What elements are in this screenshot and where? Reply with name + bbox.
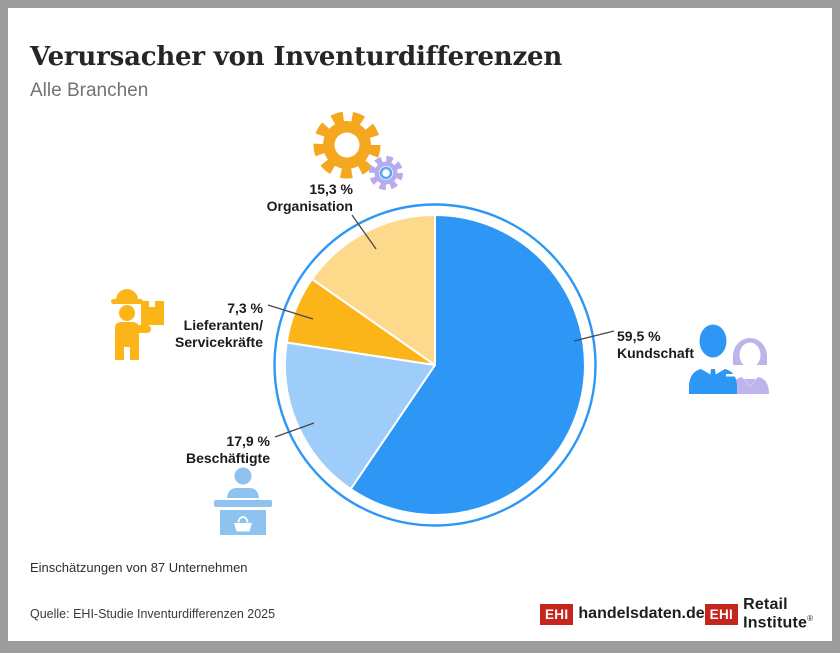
registered-mark: ® [807,614,814,623]
callout-kundschaft-value: 59,5 % [617,328,661,344]
logo-handelsdaten-text: handelsdaten.de [578,605,705,623]
ehi-badge: EHI [705,604,738,625]
logo-handelsdaten [540,604,705,625]
footer-logos [540,596,826,632]
sample-note: Einschätzungen von 87 Unternehmen [30,560,248,575]
page-subtitle: Alle Branchen [30,80,149,101]
callout-beschaeftigte [120,433,270,467]
callout-lieferanten [113,300,263,351]
callout-lieferanten-label2: Servicekräfte [175,334,263,350]
callout-beschaeftigte-value: 17,9 % [226,433,270,449]
pie-chart [267,197,603,533]
callout-organisation-label: Organisation [266,198,353,214]
callout-organisation [203,181,353,215]
callout-kundschaft [617,328,777,362]
callout-kundschaft-label: Kundschaft [617,345,694,361]
callout-lieferanten-label1: Lieferanten/ [183,317,263,333]
logo-retail-institute [705,596,826,632]
callout-beschaeftigte-label: Beschäftigte [185,450,270,466]
gears-icon [305,112,407,192]
ehi-badge: EHI [540,604,573,625]
source-line: Quelle: EHI-Studie Inventurdifferenzen 2025 [30,607,276,621]
page-title: Verursacher von Inventurdifferenzen [30,42,563,72]
callout-lieferanten-value: 7,3 % [227,300,263,316]
logo-retail-institute-text: Retail Institute® [743,596,814,632]
callout-organisation-value: 15,3 % [309,181,353,197]
